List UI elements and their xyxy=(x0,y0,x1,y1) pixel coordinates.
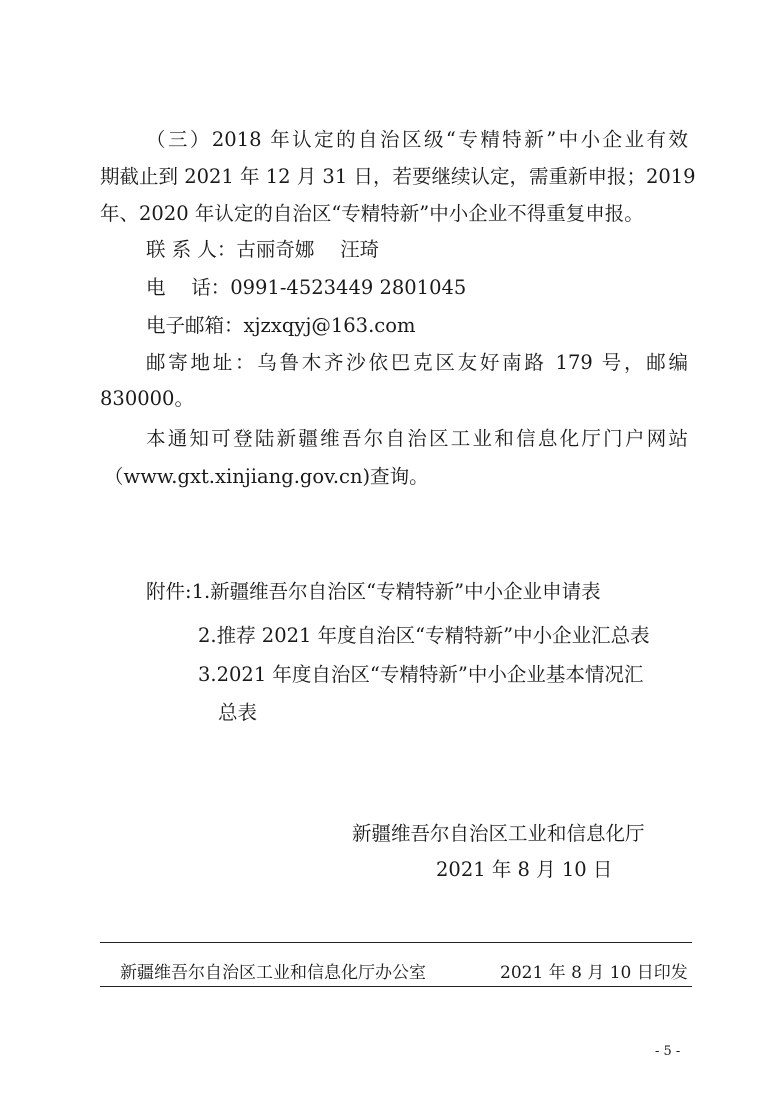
notice-line1: 本通知可登陆新疆维吾尔自治区工业和信息化厅门户网站 xyxy=(146,427,688,450)
footer-top-rule xyxy=(100,942,692,943)
para3-line2: 期截止到 2021 年 12 月 31 日，若要继续认定，需重新申报；2019 xyxy=(100,165,696,188)
para3-line1: （三）2018 年认定的自治区级“专精特新”中小企业有效 xyxy=(146,128,688,151)
issue-date: 2021 年 8 月 10 日 xyxy=(436,858,613,881)
address-line2: 830000。 xyxy=(100,387,194,410)
contact-person: 联 系 人：古丽奇娜 汪琦 xyxy=(146,238,380,261)
attachment-item-2: 2.推荐 2021 年度自治区“专精特新”中小企业汇总表 xyxy=(198,624,650,647)
issuer-name: 新疆维吾尔自治区工业和信息化厅 xyxy=(352,822,645,845)
footer-print-date: 2021 年 8 月 10 日印发 xyxy=(500,963,688,983)
address-line1: 邮寄地址：乌鲁木齐沙依巴克区友好南路 179 号，邮编 xyxy=(146,351,688,374)
contact-email: 电子邮箱：xjzxqyj@163.com xyxy=(146,314,416,337)
contact-phone: 电 话：0991-4523449 2801045 xyxy=(146,276,467,299)
attachment-item-3-line1: 3.2021 年度自治区“专精特新”中小企业基本情况汇 xyxy=(198,663,644,686)
notice-line2: （www.gxt.xinjiang.gov.cn)查询。 xyxy=(104,465,429,488)
page-number: - 5 - xyxy=(655,1044,681,1059)
para3-line3: 年、2020 年认定的自治区“专精特新”中小企业不得重复申报。 xyxy=(100,202,644,225)
footer-bottom-rule xyxy=(100,986,692,987)
footer-office: 新疆维吾尔自治区工业和信息化厅办公室 xyxy=(120,963,426,983)
attachment-item-3-line2: 总表 xyxy=(218,701,258,724)
attachment-item-1: 附件:1.新疆维吾尔自治区“专精特新”中小企业申请表 xyxy=(146,580,601,603)
